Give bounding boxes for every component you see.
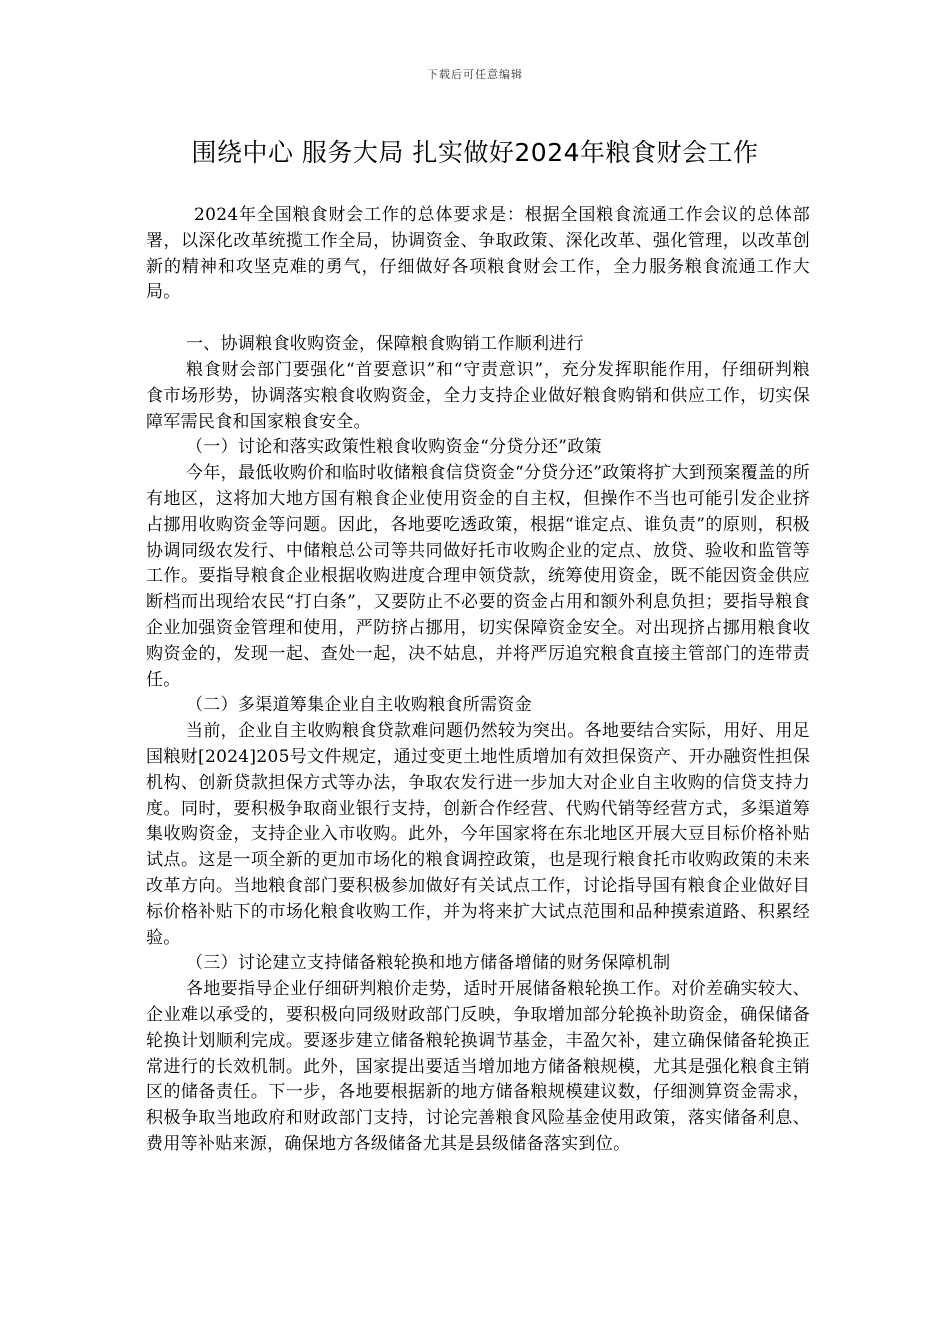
section-heading-1: 一、协调粮食收购资金，保障粮食购销工作顺利进行: [186, 334, 584, 355]
subsection-heading-2: （二）多渠道筹集企业自主收购粮食所需资金: [186, 695, 532, 716]
subsection-heading-1: （一）讨论和落实政策性粮食收购资金“分贷分还”政策: [186, 437, 602, 458]
section-body-1: 粮食财会部门要强化“首要意识”和“守责意识”，充分发挥职能作用，仔细研判粮食市场形势，协调落实粮食收购资金，全力支持企业做好粮食购销和供应工作，切实保障军需民食和国家粮食安全。: [146, 359, 810, 432]
header-note: 下载后可任意编辑: [427, 68, 523, 81]
document-body: [146, 203, 810, 1158]
subsection-body-3: 各地要指导企业仔细研判粮价走势，适时开展储备粮轮换工作。对价差确实较大、企业难以承受的，要积极向同级财政部门反映，争取增加部分轮换补助资金，确保储备轮换计划顺利完成。要逐步建立储备粮轮换调节基金，丰盈欠补，建立确保储备轮换正常进行的长效机制。此外，国家提出要适当增加地方储备粮规模，尤其是强化粮食主销区的储备责任。下一步，各地要根据新的地方储备粮规模建议数，仔细测算资金需求，积极争取当地政府和财政部门支持，讨论完善粮食风险基金使用政策，落实储备利息、费用等补贴来源，确保地方各级储备尤其是县级储备落实到位。: [146, 979, 810, 1154]
document-title: 围绕中心 服务大局 扎实做好2024年粮食财会工作: [191, 138, 759, 167]
subsection-body-1: 今年，最低收购价和临时收储粮食信贷资金“分贷分还”政策将扩大到预案覆盖的所有地区，这将加大地方国有粮食企业使用资金的自主权，但操作不当也可能引发企业挤占挪用收购资金等问题。因此，各地要吃透政策，根据“谁定点、谁负责”的原则，积极协调同级农发行、中储粮总公司等共同做好托市收购企业的定点、放贷、验收和监管等工作。要指导粮食企业根据收购进度合理申领贷款，统筹使用资金，既不能因资金供应断档而出现给农民“打白条”，又要防止不必要的资金占用和额外利息负担；要指导粮食企业加强资金管理和使用，严防挤占挪用，切实保障资金安全。对出现挤占挪用粮食收购资金的，发现一起、查处一起，决不姑息，并将严厉追究粮食直接主管部门的连带责任。: [146, 463, 810, 690]
intro-paragraph: 2024年全国粮食财会工作的总体要求是：根据全国粮食流通工作会议的总体部署，以深化改革统揽工作全局，协调资金、争取政策、深化改革、强化管理，以改革创新的精神和攻坚克难的勇气，仔细做好各项粮食财会工作，全力服务粮食流通工作大局。: [146, 205, 810, 303]
subsection-body-2: 当前，企业自主收购粮食贷款难问题仍然较为突出。各地要结合实际，用好、用足国粮财[2024]205号文件规定，通过变更土地性质增加有效担保资产、开办融资性担保机构、创新贷款担保方式等办法，争取农发行进一步加大对企业自主收购的信贷支持力度。同时，要积极争取商业银行支持，创新合作经营、代购代销等经营方式，多渠道筹集收购资金，支持企业入市收购。此外，今年国家将在东北地区开展大豆目标价格补贴试点。这是一项全新的更加市场化的粮食调控政策，也是现行粮食托市收购政策的未来改革方向。当地粮食部门要积极参加做好有关试点工作，讨论指导国有粮食企业做好目标价格补贴下的市场化粮食收购工作，并为将来扩大试点范围和品种摸索道路、积累经验。: [146, 721, 810, 948]
paragraph-gap: [146, 306, 810, 332]
subsection-heading-3: （三）讨论建立支持储备粮轮换和地方储备增储的财务保障机制: [186, 953, 671, 974]
